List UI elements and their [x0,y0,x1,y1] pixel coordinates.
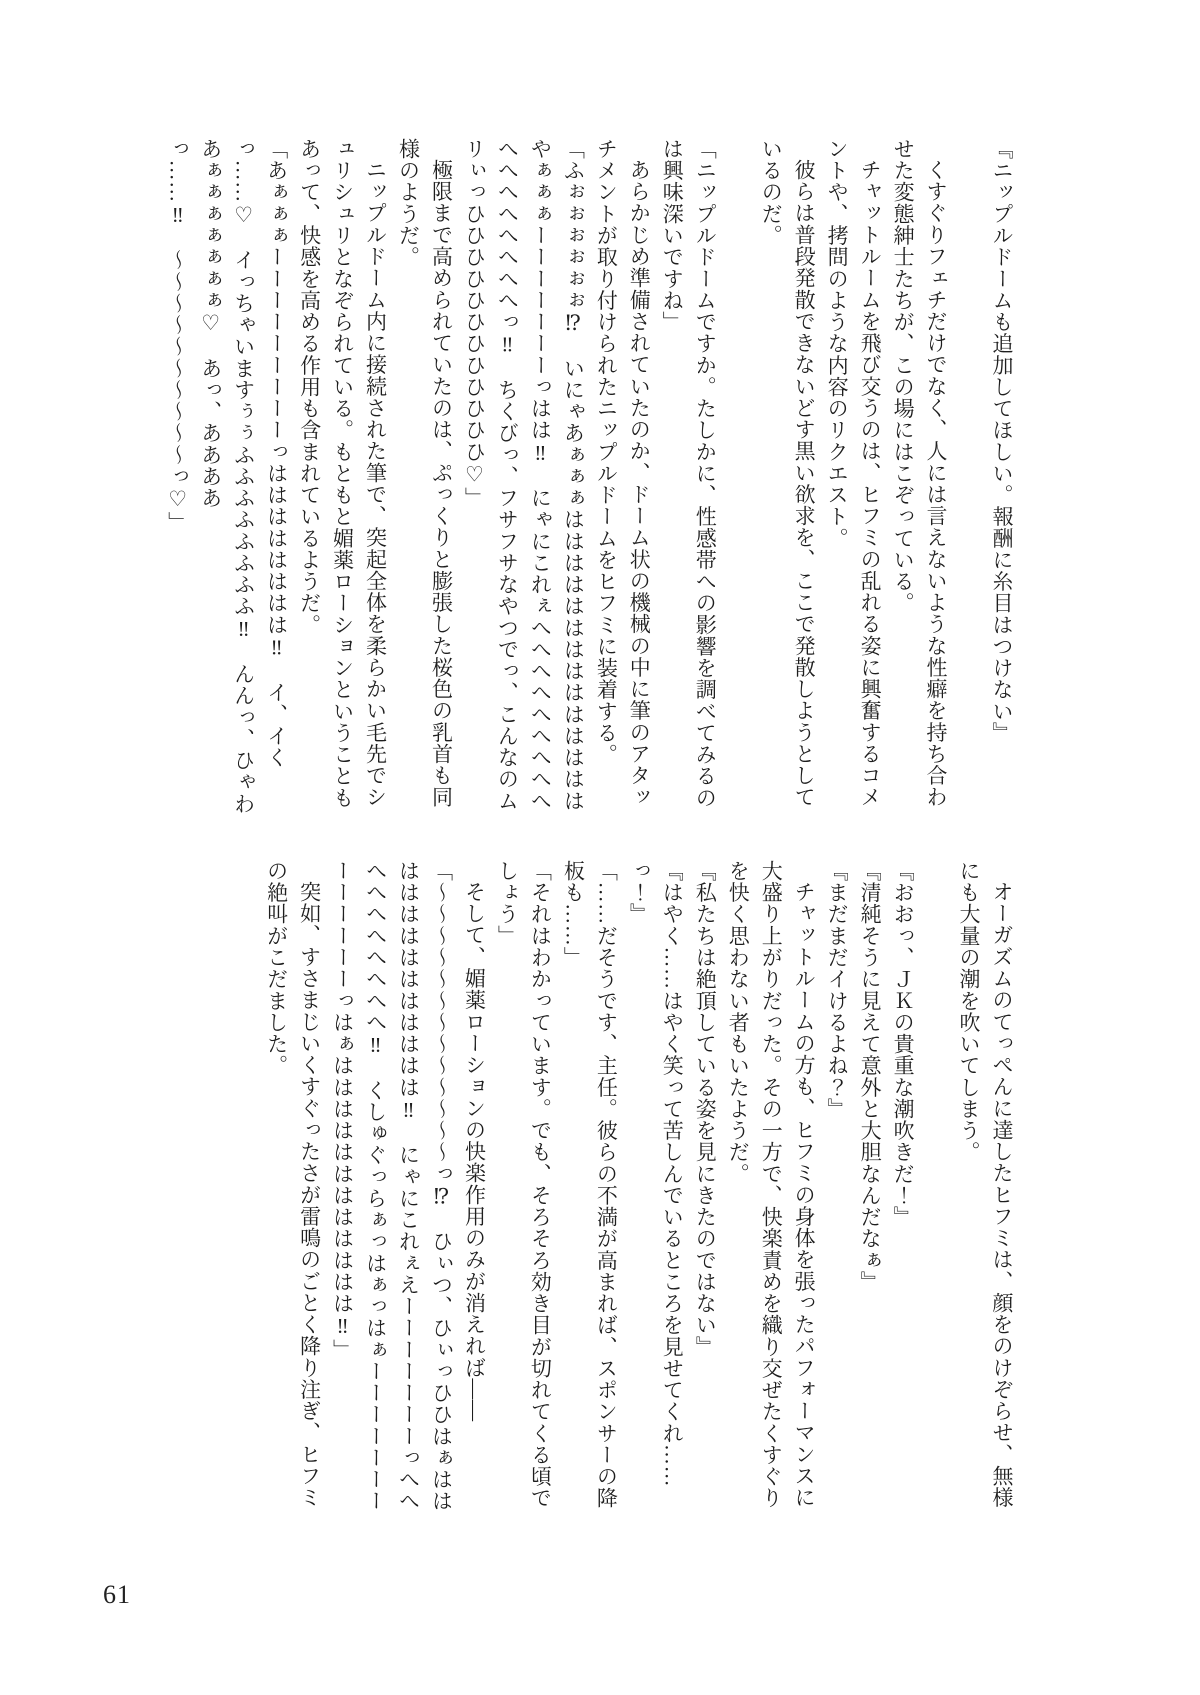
paragraph: チャットルームを飛び交うのは、ヒフミの乱れる姿に興奮するコメントや、拷問のような内容のリクエスト。 [825,138,883,808]
paragraph: 『まだまだイけるよね？』 [825,860,850,1120]
paragraph: 「ふぉぉぉぉぉぉ⁉ いにゃあぁぁぁははははははははははははははやぁぁぁーーーーーーーっはは‼ にゃにこれぇへへへへへへへへへへへへへへへへへっ‼ ちくびっ、フサフサなやつでっ、こんなのムリぃっひひひひひひひひひひひひ♡」 [462,138,586,812]
paragraph: ニップルドーム内に接続された筆で、突起全体を柔らかい毛先でシュリシュリとなぞられている。もともと媚薬ローションということもあって、快感を高める作用も含まれているようだ。 [297,138,388,809]
paragraph: 『私たちは絶頂している姿を見にきたのではない』 [693,860,718,1358]
text-block-bottom [118,860,1018,1512]
paragraph: 「あぁぁぁーーーーーーーーーっはははははははは‼ イ、イくっ……♡ イっちゃいますぅぅふふふふふふふふ‼ んんっ、ひゃわあぁぁぁぁぁぁぁ♡ あっ、ああああっ……‼ 〜〜〜〜〜〜〜〜〜〜っ♡」 [165,138,289,815]
page-number: 61 [103,1580,131,1609]
paragraph: チャットルームの方も、ヒフミの身体を張ったパフォーマンスに大盛り上がりだった。その一方で、快楽責めを織り交ぜたくすぐりを快く思わない者もいたようだ。 [726,860,817,1509]
paragraph: 「〜〜〜〜〜〜〜〜〜〜〜〜〜っ⁉ ひぃつ、ひぃっひひはぁははははははははははははは‼ にゃにこれぇえーーーーーーーっへへへへへへへへへへ‼ くしゅぐっらぁっはぁっはぁーーーーーーーーーーーーーっはぁはははははははははははは‼」 [330,860,454,1512]
paragraph: 彼らは普段発散できないどす黒い欲求を、ここで発散しようとしているのだ。 [759,138,817,808]
paragraph: 突如、すさまじいくすぐったさが雷鳴のごとく降り注ぎ、ヒフミの絶叫がこだました。 [264,860,322,1509]
paragraph: 「ニップルドームですか。たしかに、性感帯への影響を調べてみるのは興味深いですね」 [660,138,718,809]
paragraph: 「……だそうです、主任。彼らの不満が高まれば、スポンサーの降板も……」 [561,860,619,1509]
paragraph: 「それはわかっています。でも、そろそろ効き目が切れてくる頃でしょう」 [495,860,553,1509]
paragraph: 極限まで高められていたのは、ぷっくりと膨張した桜色の乳首も同様のようだ。 [396,138,454,808]
paragraph: そして、媚薬ローションの快楽作用のみが消えれば—— [462,881,487,1422]
paragraph: 『おおっ、ＪＫの貴重な潮吹きだ！』 [891,860,916,1228]
paragraph: 『清純そうに見えて意外と大胆なんだなぁ』 [858,860,883,1293]
paragraph: オーガズムのてっぺんに達したヒフミは、顔をのけぞらせ、無様にも大量の潮を吹いてしまう。 [957,860,1014,1509]
paragraph: あらかじめ準備されていたのか、ドーム状の機械の中に筆のアタッチメントが取り付けられたニップルドームをヒフミに装着する。 [594,138,652,808]
paragraph: くすぐりフェチだけでなく、人には言えないような性癖を持ち合わせた変態紳士たちが、この場にはこぞっている。 [891,138,949,808]
paragraph: 『ニップルドームも追加してほしい。報酬に糸目はつけない』 [990,138,1014,744]
text-block-top [118,138,1018,826]
paragraph: 『はやく……はやく笑って苦しんでいるところを見せてくれ……っ！』 [627,860,685,1488]
